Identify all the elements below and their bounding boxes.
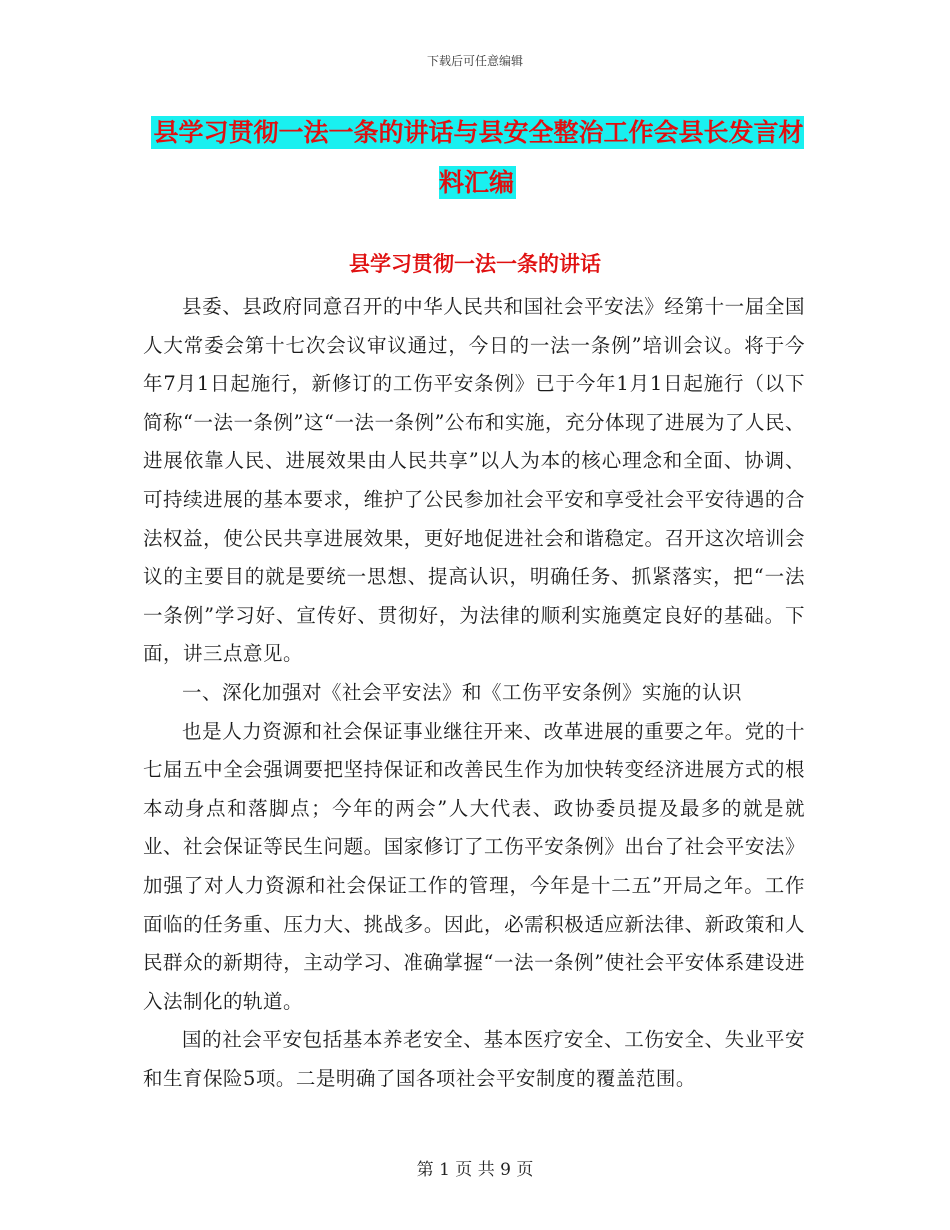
page-footer: 第 1 页 共 9 页: [416, 1160, 534, 1180]
document-title: [145, 108, 810, 208]
document-body: [143, 288, 805, 1098]
body-paragraph: 县委、县政府同意召开的中华人民共和国社会平安法》经第十一届全国人大常委会第十七次会议审议通过，今日的一法一条例”培训会议。将于今年7月1日起施行，新修订的工伤平安条例》已于今年1月1日起施行（以下简称“一法一条例”这“一法一条例”公布和实施，充分体现了进展为了人民、进展依靠人民、进展效果由人民共享”以人为本的核心理念和全面、协调、可持续进展的基本要求，维护了公民参加社会平安和享受社会平安待遇的合法权益，使公民共享进展效果，更好地促进社会和谐稳定。召开这次培训会议的主要目的就是要统一思想、提高认识，明确任务、抓紧落实，把“一法一条例”学习好、宣传好、贯彻好，为法律的顺利实施奠定良好的基础。下面，讲三点意见。: [143, 295, 805, 666]
document-title-text: 县学习贯彻一法一条的讲话与县安全整治工作会县长发言材料汇编: [153, 118, 804, 197]
body-paragraph: 国的社会平安包括基本养老安全、基本医疗安全、工伤安全、失业平安和生育保险5项。二是明确了国各项社会平安制度的覆盖范围。: [143, 1028, 805, 1090]
body-paragraph: 一、深化加强对《社会平安法》和《工伤平安条例》实施的认识: [182, 680, 743, 704]
section-title: 县学习贯彻一法一条的讲话: [349, 251, 601, 276]
page-header-note: 下载后可任意编辑: [426, 54, 523, 68]
body-paragraph: 也是人力资源和社会保证事业继往开来、改革进展的重要之年。党的十七届五中全会强调要把坚持保证和改善民生作为加快转变经济进展方式的根本动身点和落脚点；今年的两会”人大代表、政协委员提及最多的就是就业、社会保证等民生问题。国家修订了工伤平安条例》出台了社会平安法》加强了对人力资源和社会保证工作的管理，今年是十二五”开局之年。工作面临的任务重、压力大、挑战多。因此，必需积极适应新法律、新政策和人民群众的新期待，主动学习、准确掌握“一法一条例”使社会平安体系建设进入法制化的轨道。: [143, 719, 805, 1013]
